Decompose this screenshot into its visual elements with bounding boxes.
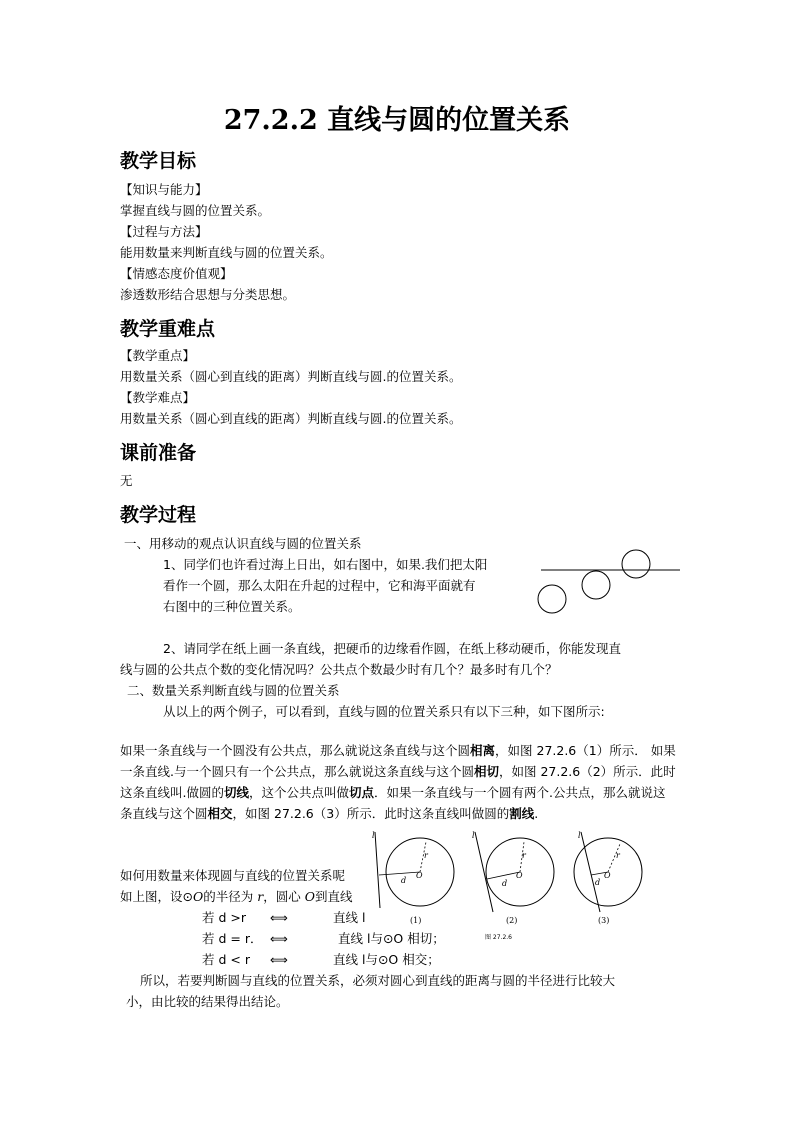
prep-text: 无 (120, 473, 133, 488)
s2-intro: 从以上的两个例子，可以看到，直线与圆的位置关系只有以下三种，如下图所示: (163, 704, 605, 719)
section-2-title: 二、数量关系判断直线与圆的位置关系 (127, 683, 340, 698)
definitions-paragraph: 如果一条直线与一个圆没有公共点，那么就说这条直线与这个圆相离，如图 27.2.6（1）所示． 如果一条直线.与一个圆只有一个公共点，那么就说这条直线与这个圆相切，如图 27.2.6（2）所示．此时这条直线叫.做圆的切线，这个公共点叫做切点．如果一条直线与一个圆有两个.公共点，那么就说这条直线与这个圆相交，如图 27.2.6（3）所示．此时这条直线叫做圆的割线. (120, 743, 676, 821)
page-title: 27.2.2 直线与圆的位置关系 (223, 105, 571, 136)
fig1-line-label: l (372, 831, 375, 840)
fig3-line-label: l (578, 831, 581, 840)
goal-method-text: 能用数量来判断直线与圆的位置关系。 (120, 245, 333, 260)
fig1-r-label: r (424, 851, 428, 860)
s1-para1-line1: 1、同学们也许看过海上日出，如右图中，如果.我们把太阳 (163, 557, 488, 572)
case-2-result: 直线 l与⊙O 相切； (338, 931, 445, 946)
keypoints-heading: 教学重难点 (120, 318, 216, 340)
fig2-line-label: l (472, 831, 475, 840)
fig2-d-label: d (502, 879, 508, 888)
fig3-d-label: d (595, 878, 601, 887)
s1-para2-line2: 线与圆的公共点个数的变化情况吗？公共点个数最少时有几个？最多时有几个？ (120, 662, 558, 677)
goal-knowledge-label: 【知识与能力】 (120, 182, 208, 197)
figure-3-intersect (574, 831, 642, 925)
s1-para2-line1: 2、请同学在纸上画一条直线，把硬币的边缘看作圆，在纸上移动硬币，你能发现直 (163, 641, 621, 656)
goal-emotion-text: 渗透数形结合思想与分类思想。 (120, 287, 296, 302)
goal-emotion-label: 【情感态度价值观】 (120, 266, 233, 281)
fig3-caption: (3) (598, 916, 610, 925)
case-2-condition: 若 d = r． (202, 931, 263, 946)
fig3-o-label: O (604, 871, 611, 880)
case-3-condition: 若 d < r (202, 952, 250, 967)
section-1-title: 一、用移动的观点认识直线与圆的位置关系 (124, 536, 362, 551)
figure-1-separate (372, 831, 454, 925)
difficulty-label: 【教学难点】 (120, 390, 196, 405)
keypoint-text: 用数量关系（圆心到直线的距离）判断直线与圆.的位置关系。 (120, 369, 462, 384)
difficulty-text: 用数量关系（圆心到直线的距离）判断直线与圆.的位置关系。 (120, 411, 462, 426)
fig2-caption: (2) (506, 916, 518, 925)
s1-para1-line2: 看作一个圆，那么太阳在升起的过程中，它和海平面就有 (163, 578, 476, 593)
sunrise-figure (535, 548, 695, 608)
conclusion-line2: 小，由比较的结果得出结论。 (126, 994, 289, 1009)
goal-knowledge-text: 掌握直线与圆的位置关系。 (120, 203, 271, 218)
process-heading: 教学过程 (120, 504, 197, 526)
case-3-arrow: ⟺ (270, 952, 288, 967)
case-2-arrow: ⟺ (270, 931, 288, 946)
fig1-o-label: O (416, 871, 423, 880)
figure-27-2-6 (368, 830, 678, 945)
fig2-o-label: O (516, 871, 523, 880)
question-line2: 如上图，设⊙O的半径为 r，圆心 O到直线 (120, 889, 353, 904)
case-1-arrow: ⟺ (270, 910, 288, 925)
goals-heading: 教学目标 (120, 150, 197, 172)
fig1-caption: (1) (410, 916, 422, 925)
prep-heading: 课前准备 (120, 442, 197, 464)
case-1-result: 直线 l (333, 910, 366, 925)
fig1-d-label: d (401, 876, 407, 885)
fig-caption: 图 27.2.6 (485, 934, 512, 941)
case-3-result: 直线 l与⊙O 相交； (333, 952, 440, 967)
fig2-r-label: r (522, 851, 526, 860)
conclusion-line1: 所以，若要判断圆与直线的位置关系，必须对圆心到直线的距离与圆的半径进行比较大 (140, 973, 616, 988)
question-line1: 如何用数量来体现圆与直线的位置关系呢 (120, 868, 346, 883)
figure-2-tangent (472, 831, 554, 941)
case-1-condition: 若 d >r (202, 910, 246, 925)
keypoint-label: 【教学重点】 (120, 348, 196, 363)
s1-para1-line3: 右图中的三种位置关系。 (163, 599, 301, 614)
fig3-r-label: r (616, 851, 620, 860)
goal-method-label: 【过程与方法】 (120, 224, 208, 239)
